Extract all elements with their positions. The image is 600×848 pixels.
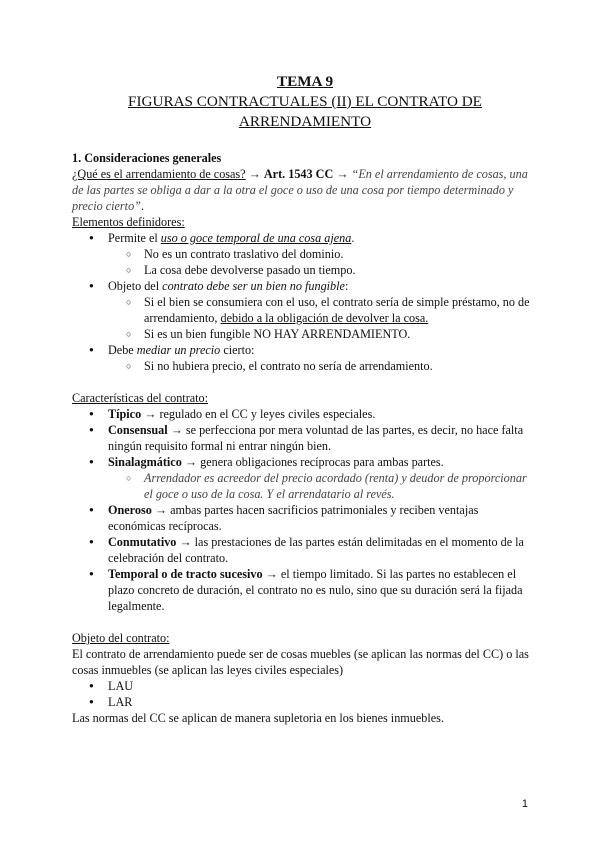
item-term: Temporal o de tracto sucesivo (108, 567, 263, 581)
item-text: → ambas partes hacen sacrificios patrimoniales y reciben ventajas económicas recíprocas. (108, 503, 479, 533)
caracteristicas-list (72, 406, 538, 614)
sub-list-item: ○ Si es un bien fungible NO HAY ARRENDAMIENTO. (108, 326, 538, 342)
list-item (72, 502, 538, 534)
article-reference: Art. 1543 CC (263, 167, 334, 181)
item-term: Típico (108, 407, 142, 421)
item-text: → las prestaciones de las partes están delimitadas en el momento de la celebración del contrato. (108, 535, 524, 565)
sub-list-item (108, 294, 538, 326)
title-line-2: FIGURAS CONTRACTUALES (II) EL CONTRATO DE (128, 93, 482, 110)
section-heading-consideraciones: 1. Consideraciones generales (72, 151, 222, 165)
sub-list (108, 358, 538, 374)
arrow: → (245, 167, 264, 181)
item-text: Objeto del (108, 279, 163, 293)
list-item (72, 230, 538, 278)
item-term: Oneroso (108, 503, 152, 517)
list-item (72, 406, 538, 422)
item-term: Consensual (108, 423, 168, 437)
list-item: ● LAU (72, 678, 538, 694)
item-term: Conmutativo (108, 535, 177, 549)
list-item (72, 278, 538, 342)
item-text: Permite el (108, 231, 161, 245)
quote-end: . (140, 199, 144, 213)
item-text: Si el bien se consumiera con el uso, el contrato sería de simple préstamo, no de arrendamiento, (144, 295, 530, 325)
objeto-paragraph: El contrato de arrendamiento puede ser de cosas muebles (se aplican las normas del CC) o las cosas inmuebles (se aplican las leyes civiles especiales) (72, 647, 529, 677)
list-item: ● LAR (72, 694, 538, 710)
subheading-objeto: Objeto del contrato: (72, 631, 170, 645)
arrow: → (333, 167, 352, 181)
document-title (72, 72, 538, 132)
article-quote: “En el arrendamiento de cosas, una de las partes se obliga a dar a la otra el goce o uso de una cosa por tiempo determinado y precio cierto” (72, 167, 528, 213)
item-emphasis: mediar un precio (136, 343, 221, 357)
item-text: Debe (108, 343, 137, 357)
item-text: cierto: (220, 343, 255, 357)
page-number: 1 (521, 798, 528, 810)
definition-paragraph (72, 166, 538, 214)
title-line-1: TEMA 9 (276, 73, 334, 90)
sub-list (108, 470, 538, 502)
document-page (72, 72, 538, 726)
sub-list (108, 246, 538, 278)
list-item (72, 566, 538, 614)
subheading-caracteristicas: Características del contrato: (72, 391, 209, 405)
subheading-elementos: Elementos definidores: (72, 215, 185, 229)
list-item (72, 454, 538, 502)
sub-list-item: ○ Si no hubiera precio, el contrato no sería de arrendamiento. (108, 358, 538, 374)
item-text: . (351, 231, 355, 245)
item-emphasis: uso o goce temporal de una cosa ajena (160, 231, 352, 245)
objeto-list (72, 678, 538, 710)
item-underlined: debido a la obligación de devolver la cosa. (220, 311, 429, 325)
closing-paragraph: Las normas del CC se aplican de manera supletoria en los bienes inmuebles. (72, 711, 444, 725)
question-text: ¿Qué es el arrendamiento de cosas? (72, 167, 246, 181)
title-line-3: ARRENDAMIENTO (238, 113, 372, 130)
item-text: → regulado en el CC y leyes civiles especiales. (141, 407, 376, 421)
sub-list-item: ○ Arrendador es acreedor del precio acordado (renta) y deudor de proporcionar el goce o uso de la cosa. Y el arrendatario al revés. (108, 470, 538, 502)
sub-list-item: ○ La cosa debe devolverse pasado un tiempo. (108, 262, 538, 278)
item-text: : (344, 279, 349, 293)
item-text: → genera obligaciones recíprocas para ambas partes. (181, 455, 444, 469)
elementos-list (72, 230, 538, 374)
item-text: → el tiempo limitado. Si las partes no establecen el plazo concreto de duración, el contrato no es nulo, sino que su duración será la fijada legalmente. (108, 567, 523, 613)
list-item (72, 422, 538, 454)
item-emphasis: contrato debe ser un bien no fungible (162, 279, 345, 293)
list-item (72, 342, 538, 374)
item-text: → se perfecciona por mera voluntad de las partes, es decir, no hace falta ningún requisito formal ni entrar ningún bien. (108, 423, 524, 453)
sub-list (108, 294, 538, 342)
sub-list-item: ○ No es un contrato traslativo del dominio. (108, 246, 538, 262)
item-term: Sinalagmático (108, 455, 182, 469)
list-item (72, 534, 538, 566)
